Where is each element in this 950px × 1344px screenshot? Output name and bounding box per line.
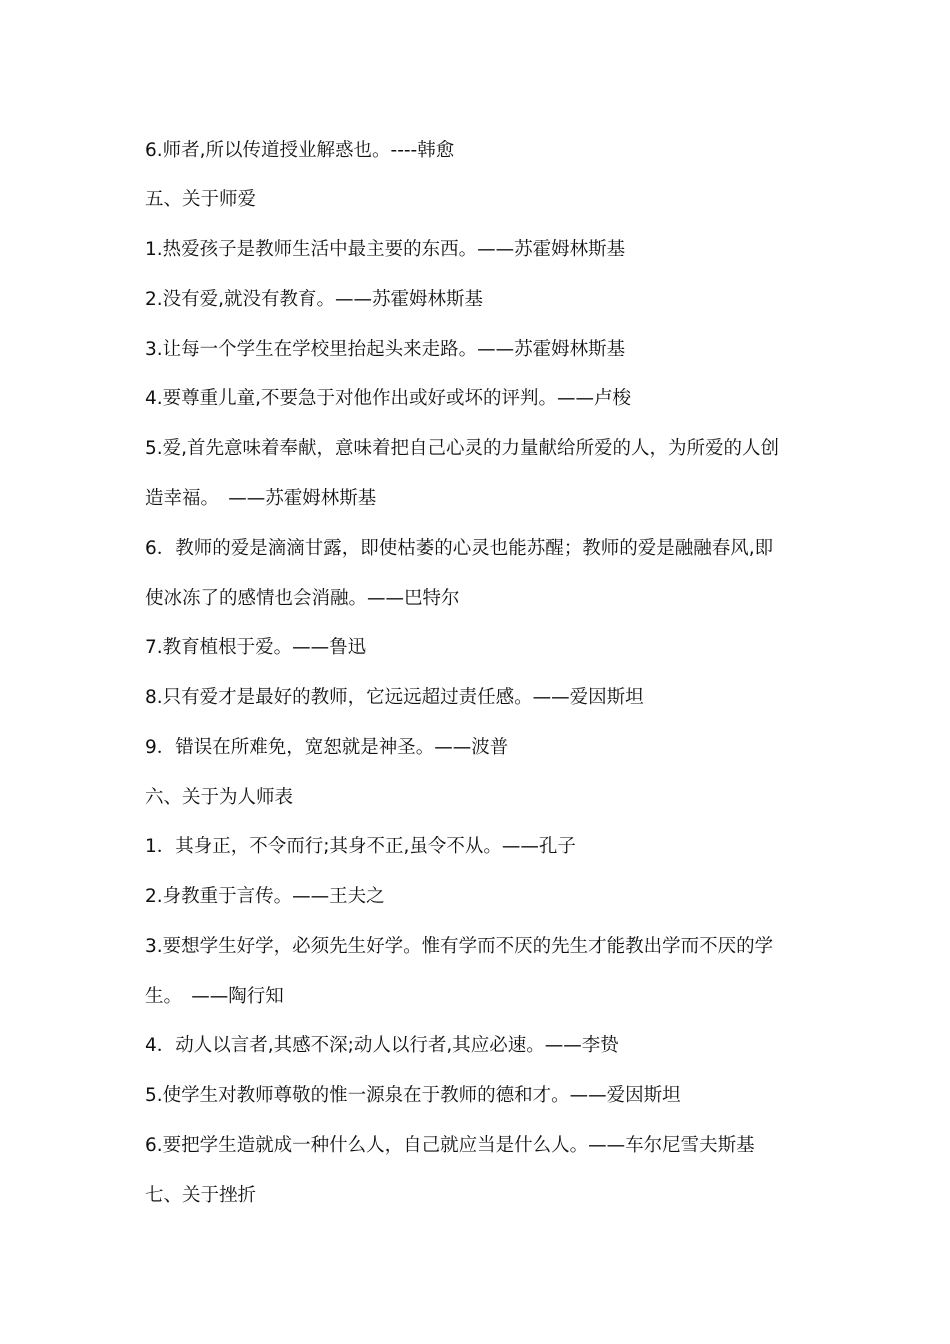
section-heading-setbacks: 七、关于挫折 xyxy=(145,1185,257,1206)
quote-line-hanyu: 6.师者,所以传道授业解惑也。----韩愈 xyxy=(145,140,455,161)
quote-line-12-part-1: 3.要想学生好学，必须先生好学。惟有学而不厌的先生才能教出学而不厌的学 xyxy=(145,936,774,957)
quote-line-5-part-2: 造幸福。 ——苏霍姆林斯基 xyxy=(145,488,377,509)
quote-line-7: 7.教育植根于爱。——鲁迅 xyxy=(145,637,367,658)
quote-line-6-part-2: 使冰冻了的感情也会消融。——巴特尔 xyxy=(145,588,460,609)
quote-line-1: 1.热爱孩子是教师生活中最主要的东西。——苏霍姆林斯基 xyxy=(145,239,626,260)
quote-line-6-part-1: 6．教师的爱是滴滴甘露，即使枯萎的心灵也能苏醒；教师的爱是融融春风,即 xyxy=(145,538,774,559)
quote-line-9: 9．错误在所难免，宽恕就是神圣。——波普 xyxy=(145,737,509,758)
section-heading-teacher-love: 五、关于师爱 xyxy=(145,189,257,210)
quote-line-4: 4.要尊重儿童,不要急于对他作出或好或坏的评判。——卢梭 xyxy=(145,388,632,409)
quote-line-13: 4．动人以言者,其感不深;动人以行者,其应必速。——李贽 xyxy=(145,1035,619,1056)
quote-line-5-part-1: 5.爱,首先意味着奉献，意味着把自己心灵的力量献给所爱的人，为所爱的人创 xyxy=(145,438,780,459)
section-heading-role-model: 六、关于为人师表 xyxy=(145,787,294,808)
quote-line-12-part-2: 生。 ——陶行知 xyxy=(145,986,284,1007)
quote-line-14: 5.使学生对教师尊敬的惟一源泉在于教师的德和才。——爱因斯坦 xyxy=(145,1085,681,1106)
quote-line-11: 2.身教重于言传。——王夫之 xyxy=(145,886,385,907)
quote-line-3: 3.让每一个学生在学校里抬起头来走路。——苏霍姆林斯基 xyxy=(145,339,626,360)
quote-line-15: 6.要把学生造就成一种什么人，自己就应当是什么人。——车尔尼雪夫斯基 xyxy=(145,1135,755,1156)
quote-line-8: 8.只有爱才是最好的教师，它远远超过责任感。——爱因斯坦 xyxy=(145,687,644,708)
quote-line-10: 1．其身正，不令而行;其身不正,虽令不从。——孔子 xyxy=(145,836,576,857)
quote-line-2: 2.没有爱,就没有教育。——苏霍姆林斯基 xyxy=(145,289,484,310)
